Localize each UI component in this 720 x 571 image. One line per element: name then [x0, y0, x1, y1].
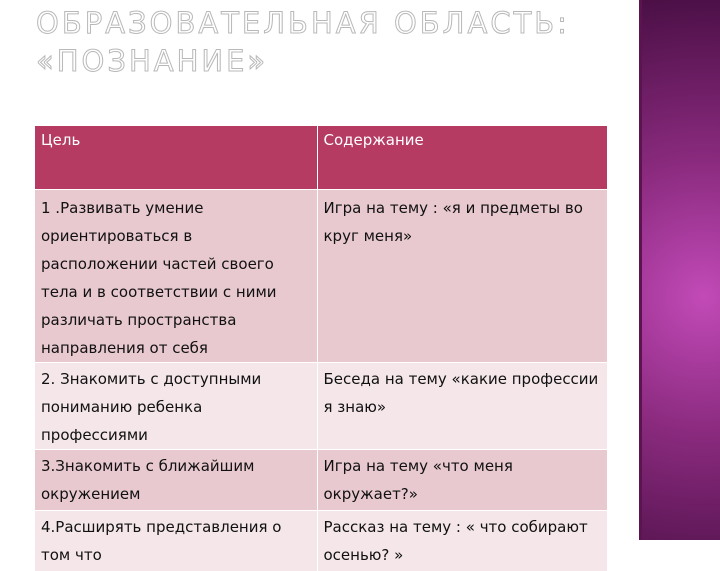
content-cell: Беседа на тему «какие профессии я знаю» — [317, 363, 607, 450]
content-cell: Игра на тему «что меня окружает?» — [317, 450, 607, 511]
content-cell: Игра на тему : «я и предметы во круг меня» — [317, 190, 607, 363]
table-row — [35, 511, 607, 571]
goal-cell: 1 .Развивать умение ориентироваться в расположении частей своего тела и в соответствии с ними различать пространства направления от себя — [35, 190, 317, 363]
table-row — [35, 363, 607, 450]
goal-cell: 2. Знакомить с доступными пониманию ребенка профессиями — [35, 363, 317, 450]
goal-cell: 3.Знакомить с ближайшим окружением — [35, 450, 317, 511]
table-header-row — [35, 126, 607, 190]
header-goal: Цель — [35, 126, 317, 190]
table-row — [35, 190, 607, 363]
decorative-side-strip — [639, 0, 720, 540]
title-line-1: ОБРАЗОВАТЕЛЬНАЯ ОБЛАСТЬ: — [36, 4, 636, 42]
goals-content-table — [35, 126, 608, 571]
slide-title — [36, 4, 636, 80]
goal-cell: 4.Расширять представления о том что — [35, 511, 317, 571]
title-line-2: «ПОЗНАНИЕ» — [36, 42, 636, 80]
table-row — [35, 450, 607, 511]
content-cell: Рассказ на тему : « что собирают осенью? » — [317, 511, 607, 571]
header-content: Содержание — [317, 126, 607, 190]
